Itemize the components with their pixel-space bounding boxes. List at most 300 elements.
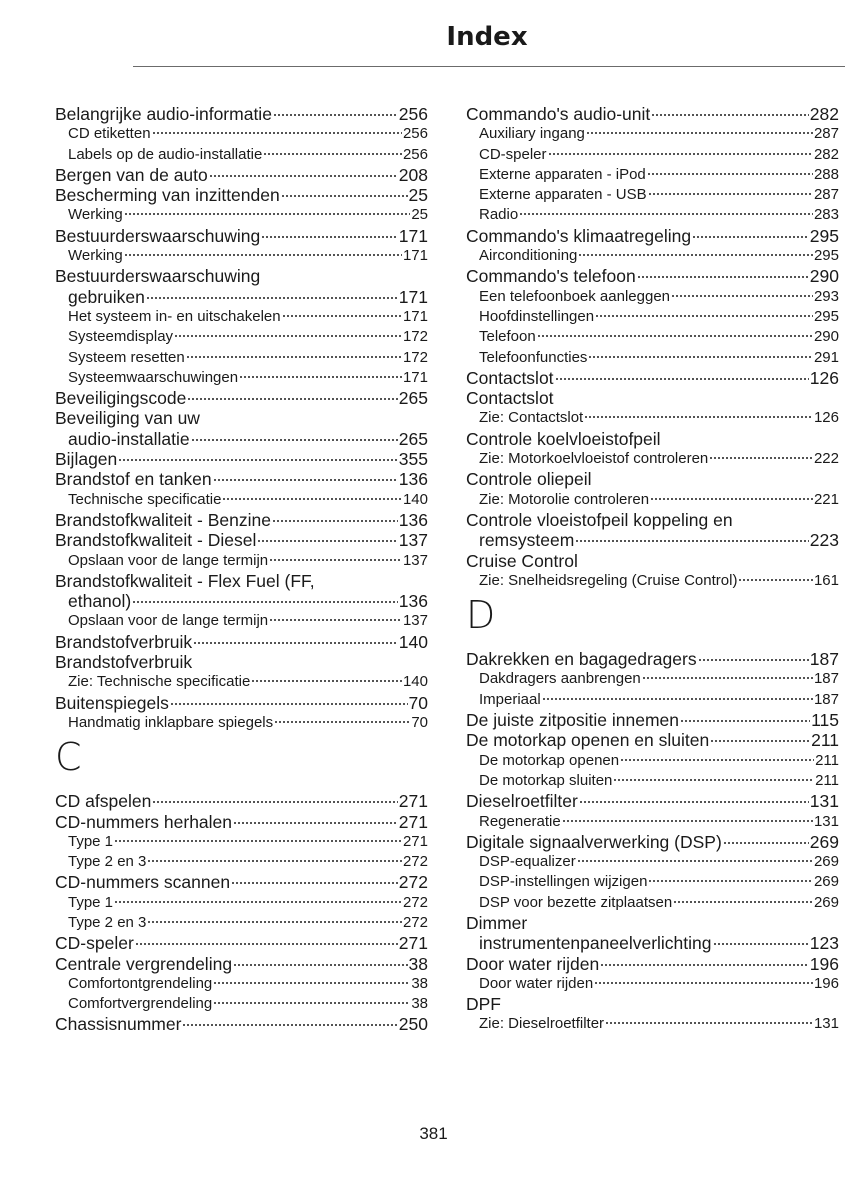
dot-leader bbox=[723, 842, 809, 844]
entry-label: CD-nummers herhalen bbox=[55, 811, 233, 832]
entry-page-number: 187 bbox=[813, 690, 839, 708]
dot-leader bbox=[193, 642, 398, 644]
entry-label: Bergen van de auto bbox=[55, 164, 208, 185]
entry-label: Controle koelvloeistofpeil bbox=[466, 428, 661, 449]
entry-page-number: 282 bbox=[809, 104, 839, 124]
entry-label: Controle vloeistofpeil koppeling en bbox=[466, 509, 733, 530]
index-subentry bbox=[466, 408, 839, 428]
entry-label: Hoofdinstellingen bbox=[479, 307, 595, 325]
entry-page-number: 269 bbox=[813, 873, 839, 891]
entry-label: Contactslot bbox=[466, 388, 554, 409]
index-subentry bbox=[55, 327, 428, 347]
dot-leader bbox=[213, 479, 398, 481]
index-entry bbox=[55, 408, 428, 428]
dot-leader bbox=[187, 398, 397, 400]
entry-page-number: 293 bbox=[813, 287, 839, 305]
entry-label: Regeneratie bbox=[479, 812, 561, 830]
entry-page-number: 187 bbox=[809, 649, 839, 670]
index-subentry bbox=[466, 872, 839, 892]
index-subentry bbox=[55, 205, 428, 225]
entry-label: Handmatig inklapbare spiegels bbox=[68, 713, 274, 731]
entry-label: Bestuurderswaarschuwing bbox=[55, 225, 261, 246]
dot-leader bbox=[738, 579, 813, 581]
dot-leader bbox=[124, 213, 411, 215]
index-entry bbox=[466, 551, 839, 571]
entry-label: Brandstofkwaliteit - Diesel bbox=[55, 530, 257, 551]
index-subentry bbox=[55, 348, 428, 368]
entry-page-number: 140 bbox=[398, 631, 428, 652]
index-entry bbox=[55, 812, 428, 832]
dot-leader bbox=[542, 698, 813, 700]
entry-page-number: 171 bbox=[398, 286, 428, 307]
entry-label: Airconditioning bbox=[479, 247, 578, 265]
entry-page-number: 272 bbox=[402, 853, 428, 871]
dot-leader bbox=[620, 759, 814, 761]
index-entry bbox=[55, 469, 428, 489]
header-divider bbox=[133, 66, 845, 67]
index-column-right bbox=[466, 104, 839, 1035]
index-subentry bbox=[55, 893, 428, 913]
dot-leader bbox=[174, 335, 402, 337]
entry-page-number: 211 bbox=[811, 730, 839, 751]
entry-page-number: 70 bbox=[411, 713, 428, 731]
dot-leader bbox=[191, 439, 398, 441]
entry-page-number: 131 bbox=[813, 812, 839, 830]
dot-leader bbox=[579, 801, 809, 803]
index-entry bbox=[466, 530, 839, 550]
entry-label: Dieselroetfilter bbox=[466, 791, 578, 812]
index-subentry bbox=[55, 145, 428, 165]
entry-label: Bescherming van inzittenden bbox=[55, 185, 280, 206]
index-subentry bbox=[466, 852, 839, 872]
index-subentry bbox=[466, 145, 839, 165]
entry-page-number: 271 bbox=[398, 791, 428, 812]
index-entry bbox=[55, 388, 428, 408]
entry-page-number: 115 bbox=[811, 710, 839, 731]
entry-label: Bijlagen bbox=[55, 449, 118, 470]
index-subentry bbox=[55, 672, 428, 692]
dot-leader bbox=[537, 335, 813, 337]
index-subentry bbox=[55, 852, 428, 872]
dot-leader bbox=[114, 840, 402, 842]
entry-page-number: 131 bbox=[813, 1015, 839, 1033]
entry-label: Comfortvergrendeling bbox=[68, 995, 213, 1013]
entry-label: Brandstofverbruik bbox=[55, 652, 193, 673]
index-subentry bbox=[466, 812, 839, 832]
dot-leader bbox=[135, 943, 398, 945]
entry-label: Digitale signaalverwerking (DSP) bbox=[466, 831, 722, 852]
entry-page-number: 211 bbox=[815, 751, 839, 769]
dot-leader bbox=[261, 236, 398, 238]
index-entry bbox=[466, 388, 839, 408]
index-entry bbox=[466, 266, 839, 286]
index-subentry bbox=[466, 287, 839, 307]
index-entry bbox=[466, 913, 839, 933]
index-subentry bbox=[466, 571, 839, 591]
dot-leader bbox=[584, 416, 813, 418]
index-subentry bbox=[55, 124, 428, 144]
entry-label: Commando's telefoon bbox=[466, 266, 636, 287]
entry-label: CD-speler bbox=[55, 933, 134, 954]
dot-leader bbox=[651, 114, 809, 116]
dot-leader bbox=[273, 114, 398, 116]
entry-page-number: 38 bbox=[411, 974, 428, 992]
dot-leader bbox=[575, 540, 809, 542]
entry-page-number: 171 bbox=[402, 247, 428, 265]
entry-page-number: 137 bbox=[402, 551, 428, 569]
index-subentry bbox=[466, 690, 839, 710]
dot-leader bbox=[257, 540, 397, 542]
entry-label: Commando's audio-unit bbox=[466, 104, 651, 124]
entry-label: Brandstofkwaliteit - Benzine bbox=[55, 509, 271, 530]
index-entry bbox=[55, 510, 428, 530]
entry-label: Controle oliepeil bbox=[466, 469, 592, 490]
entry-page-number: 140 bbox=[402, 673, 428, 691]
entry-page-number: 140 bbox=[402, 490, 428, 508]
entry-label: Systeemwaarschuwingen bbox=[68, 368, 239, 386]
index-entry bbox=[55, 104, 428, 124]
dot-leader bbox=[692, 236, 809, 238]
entry-label: Belangrijke audio-informatie bbox=[55, 104, 272, 124]
entry-page-number: 269 bbox=[813, 853, 839, 871]
entry-label: De juiste zitpositie innemen bbox=[466, 710, 680, 731]
entry-label: Zie: Motorolie controleren bbox=[479, 490, 650, 508]
entry-label: Zie: Snelheidsregeling (Cruise Control) bbox=[479, 571, 738, 589]
entry-label: Buitenspiegels bbox=[55, 692, 169, 713]
entry-page-number: 196 bbox=[813, 974, 839, 992]
entry-label: Zie: Dieselroetfilter bbox=[479, 1015, 605, 1033]
entry-label: DSP voor bezette zitplaatsen bbox=[479, 893, 673, 911]
dot-leader bbox=[605, 1022, 813, 1024]
dot-leader bbox=[586, 132, 813, 134]
entry-label: Type 2 en 3 bbox=[68, 853, 147, 871]
dot-leader bbox=[152, 132, 402, 134]
entry-label: gebruiken bbox=[68, 286, 145, 307]
entry-label: CD-speler bbox=[479, 145, 547, 163]
entry-label: DSP-equalizer bbox=[479, 853, 576, 871]
dot-leader bbox=[231, 882, 398, 884]
entry-label: Systeemdisplay bbox=[68, 328, 174, 346]
entry-page-number: 250 bbox=[398, 1014, 428, 1035]
index-entry bbox=[55, 287, 428, 307]
entry-label: Brandstofverbruik bbox=[55, 631, 193, 652]
entry-label: Commando's klimaatregeling bbox=[466, 225, 692, 246]
entry-page-number: 355 bbox=[398, 449, 428, 470]
entry-page-number: 126 bbox=[813, 409, 839, 427]
entry-page-number: 171 bbox=[402, 368, 428, 386]
entry-label: Door water rijden bbox=[479, 974, 594, 992]
index-entry bbox=[466, 730, 839, 750]
entry-label: ethanol) bbox=[68, 591, 132, 612]
entry-page-number: 288 bbox=[813, 165, 839, 183]
entry-page-number: 171 bbox=[398, 225, 428, 246]
dot-leader bbox=[233, 964, 407, 966]
dot-leader bbox=[600, 964, 809, 966]
entry-page-number: 269 bbox=[813, 893, 839, 911]
entry-page-number: 290 bbox=[809, 266, 839, 287]
entry-label: Het systeem in- en uitschakelen bbox=[68, 307, 281, 325]
entry-label: De motorkap openen en sluiten bbox=[466, 730, 710, 751]
dot-leader bbox=[595, 315, 813, 317]
dot-leader bbox=[272, 520, 398, 522]
index-entry bbox=[55, 449, 428, 469]
entry-label: Auxiliary ingang bbox=[479, 125, 585, 143]
entry-page-number: 271 bbox=[398, 933, 428, 954]
index-entry bbox=[466, 994, 839, 1014]
entry-label: Radio bbox=[479, 206, 519, 224]
entry-page-number: 295 bbox=[809, 225, 839, 246]
entry-page-number: 287 bbox=[813, 125, 839, 143]
entry-label: Beveiligingscode bbox=[55, 388, 187, 409]
index-subentry bbox=[466, 307, 839, 327]
index-subentry bbox=[55, 713, 428, 733]
dot-leader bbox=[648, 193, 813, 195]
index-subentry bbox=[466, 205, 839, 225]
entry-page-number: 161 bbox=[813, 571, 839, 589]
index-subentry bbox=[55, 974, 428, 994]
dot-leader bbox=[114, 901, 402, 903]
entry-label: Telefoonfuncties bbox=[479, 348, 588, 366]
index-subentry bbox=[466, 165, 839, 185]
entry-page-number: 208 bbox=[398, 164, 428, 185]
dot-leader bbox=[239, 376, 402, 378]
entry-page-number: 38 bbox=[411, 995, 428, 1013]
dot-leader bbox=[673, 901, 813, 903]
entry-label: CD afspelen bbox=[55, 791, 152, 812]
index-entry bbox=[466, 832, 839, 852]
entry-label: Systeem resetten bbox=[68, 348, 185, 366]
index-entry bbox=[55, 933, 428, 953]
entry-page-number: 223 bbox=[809, 530, 839, 551]
index-subentry bbox=[466, 974, 839, 994]
section-letter: D bbox=[466, 593, 496, 638]
dot-leader bbox=[274, 721, 410, 723]
entry-page-number: 136 bbox=[398, 591, 428, 612]
index-entry bbox=[55, 226, 428, 246]
dot-leader bbox=[648, 880, 813, 882]
dot-leader bbox=[637, 276, 809, 278]
entry-label: Dimmer bbox=[466, 912, 528, 933]
dot-leader bbox=[182, 1024, 397, 1026]
dot-leader bbox=[698, 659, 809, 661]
index-entry bbox=[55, 591, 428, 611]
index-entry bbox=[55, 872, 428, 892]
entry-label: Werking bbox=[68, 206, 123, 224]
entry-label: Comfortontgrendeling bbox=[68, 974, 213, 992]
dot-leader bbox=[147, 860, 402, 862]
dot-leader bbox=[562, 820, 813, 822]
entry-label: Door water rijden bbox=[466, 953, 600, 974]
entry-page-number: 272 bbox=[398, 872, 428, 893]
index-subentry bbox=[466, 490, 839, 510]
entry-page-number: 136 bbox=[398, 509, 428, 530]
entry-label: Imperiaal bbox=[479, 690, 541, 708]
entry-label: Externe apparaten - iPod bbox=[479, 165, 646, 183]
entry-page-number: 70 bbox=[408, 692, 428, 713]
section-letter: C bbox=[55, 735, 82, 780]
entry-page-number: 271 bbox=[398, 811, 428, 832]
index-subentry bbox=[466, 449, 839, 469]
dot-leader bbox=[519, 213, 813, 215]
dot-leader bbox=[269, 559, 402, 561]
entry-page-number: 291 bbox=[813, 348, 839, 366]
dot-leader bbox=[282, 315, 402, 317]
dot-leader bbox=[709, 457, 813, 459]
entry-page-number: 126 bbox=[809, 367, 839, 388]
index-entry bbox=[55, 185, 428, 205]
page-number: 381 bbox=[419, 1124, 448, 1143]
dot-leader bbox=[671, 295, 813, 297]
dot-leader bbox=[263, 153, 402, 155]
entry-page-number: 256 bbox=[402, 145, 428, 163]
index-entry bbox=[55, 954, 428, 974]
entry-label: DPF bbox=[466, 994, 501, 1015]
entry-label: Brandstof en tanken bbox=[55, 469, 212, 490]
index-subentry bbox=[55, 832, 428, 852]
index-subentry bbox=[466, 185, 839, 205]
dot-leader bbox=[577, 860, 813, 862]
entry-page-number: 265 bbox=[398, 388, 428, 409]
index-subentry bbox=[55, 246, 428, 266]
dot-leader bbox=[186, 356, 402, 358]
dot-leader bbox=[147, 921, 402, 923]
entry-label: CD etiketten bbox=[68, 125, 151, 143]
index-entry bbox=[466, 933, 839, 953]
index-subentry bbox=[55, 368, 428, 388]
entry-label: audio-installatie bbox=[68, 428, 190, 449]
entry-page-number: 136 bbox=[398, 469, 428, 490]
dot-leader bbox=[209, 175, 398, 177]
entry-label: Zie: Contactslot bbox=[479, 409, 584, 427]
entry-page-number: 171 bbox=[402, 307, 428, 325]
entry-label: Opslaan voor de lange termijn bbox=[68, 612, 269, 630]
index-subentry bbox=[466, 751, 839, 771]
entry-page-number: 196 bbox=[809, 953, 839, 974]
dot-leader bbox=[233, 822, 398, 824]
index-entry bbox=[55, 429, 428, 449]
entry-page-number: 211 bbox=[815, 771, 839, 789]
entry-page-number: 25 bbox=[408, 185, 428, 206]
dot-leader bbox=[124, 254, 402, 256]
index-entry bbox=[466, 104, 839, 124]
entry-page-number: 282 bbox=[813, 145, 839, 163]
index-entry bbox=[55, 632, 428, 652]
dot-leader bbox=[578, 254, 813, 256]
entry-page-number: 25 bbox=[411, 206, 428, 224]
index-entry bbox=[466, 469, 839, 489]
entry-page-number: 137 bbox=[398, 530, 428, 551]
index-entry bbox=[466, 429, 839, 449]
dot-leader bbox=[170, 703, 408, 705]
entry-label: Chassisnummer bbox=[55, 1014, 182, 1035]
index-subentry bbox=[466, 348, 839, 368]
index-subentry bbox=[466, 327, 839, 347]
entry-label: Zie: Motorkoelvloeistof controleren bbox=[479, 450, 709, 468]
index-subentry bbox=[466, 246, 839, 266]
entry-label: Dakrekken en bagagedragers bbox=[466, 649, 697, 670]
index-entry bbox=[55, 652, 428, 672]
index-entry bbox=[55, 266, 428, 286]
index-entry bbox=[466, 368, 839, 388]
dot-leader bbox=[650, 498, 813, 500]
dot-leader bbox=[548, 153, 813, 155]
entry-label: Bestuurderswaarschuwing bbox=[55, 266, 261, 287]
index-subentry bbox=[466, 124, 839, 144]
index-subentry bbox=[466, 1014, 839, 1034]
entry-page-number: 272 bbox=[402, 913, 428, 931]
entry-label: DSP-instellingen wijzigen bbox=[479, 873, 648, 891]
index-subentry bbox=[466, 893, 839, 913]
entry-label: Zie: Technische specificatie bbox=[68, 673, 251, 691]
entry-page-number: 137 bbox=[402, 612, 428, 630]
index-subentry bbox=[466, 771, 839, 791]
entry-label: De motorkap sluiten bbox=[479, 771, 613, 789]
page-header bbox=[0, 22, 839, 52]
index-entry bbox=[466, 226, 839, 246]
index-entry bbox=[55, 693, 428, 713]
entry-label: Type 1 bbox=[68, 893, 114, 911]
index-subentry bbox=[55, 611, 428, 631]
entry-label: remsysteem bbox=[479, 530, 575, 551]
dot-leader bbox=[680, 720, 810, 722]
entry-page-number: 269 bbox=[809, 831, 839, 852]
index-entry bbox=[55, 1014, 428, 1034]
entry-label: Technische specificatie bbox=[68, 490, 222, 508]
dot-leader bbox=[588, 356, 813, 358]
index-entry bbox=[55, 165, 428, 185]
entry-page-number: 172 bbox=[402, 328, 428, 346]
dot-leader bbox=[118, 459, 398, 461]
dot-leader bbox=[146, 297, 398, 299]
entry-page-number: 265 bbox=[398, 428, 428, 449]
entry-page-number: 290 bbox=[813, 328, 839, 346]
dot-leader bbox=[222, 498, 402, 500]
index-entry bbox=[466, 791, 839, 811]
entry-page-number: 187 bbox=[813, 670, 839, 688]
entry-label: Type 2 en 3 bbox=[68, 913, 147, 931]
entry-label: Werking bbox=[68, 247, 123, 265]
index-subentry bbox=[466, 669, 839, 689]
index-entry bbox=[55, 791, 428, 811]
entry-label: Brandstofkwaliteit - Flex Fuel (FF, bbox=[55, 570, 315, 591]
entry-label: CD-nummers scannen bbox=[55, 872, 231, 893]
index-entry bbox=[466, 954, 839, 974]
entry-label: Dakdragers aanbrengen bbox=[479, 670, 641, 688]
dot-leader bbox=[613, 779, 814, 781]
index-subentry bbox=[55, 490, 428, 510]
dot-leader bbox=[213, 1002, 410, 1004]
entry-label: Telefoon bbox=[479, 328, 536, 346]
dot-leader bbox=[213, 982, 410, 984]
dot-leader bbox=[152, 801, 397, 803]
entry-page-number: 123 bbox=[809, 933, 839, 954]
index-entry bbox=[466, 649, 839, 669]
dot-leader bbox=[710, 740, 810, 742]
dot-leader bbox=[594, 982, 813, 984]
entry-page-number: 256 bbox=[402, 125, 428, 143]
entry-label: Centrale vergrendeling bbox=[55, 953, 233, 974]
entry-label: Beveiliging van uw bbox=[55, 408, 200, 429]
entry-page-number: 283 bbox=[813, 206, 839, 224]
dot-leader bbox=[647, 173, 813, 175]
index-subentry bbox=[55, 551, 428, 571]
entry-page-number: 295 bbox=[813, 247, 839, 265]
entry-label: instrumentenpaneelverlichting bbox=[479, 933, 712, 954]
entry-page-number: 287 bbox=[813, 186, 839, 204]
entry-page-number: 256 bbox=[398, 104, 428, 124]
entry-label: Externe apparaten - USB bbox=[479, 186, 647, 204]
index-subentry bbox=[55, 307, 428, 327]
